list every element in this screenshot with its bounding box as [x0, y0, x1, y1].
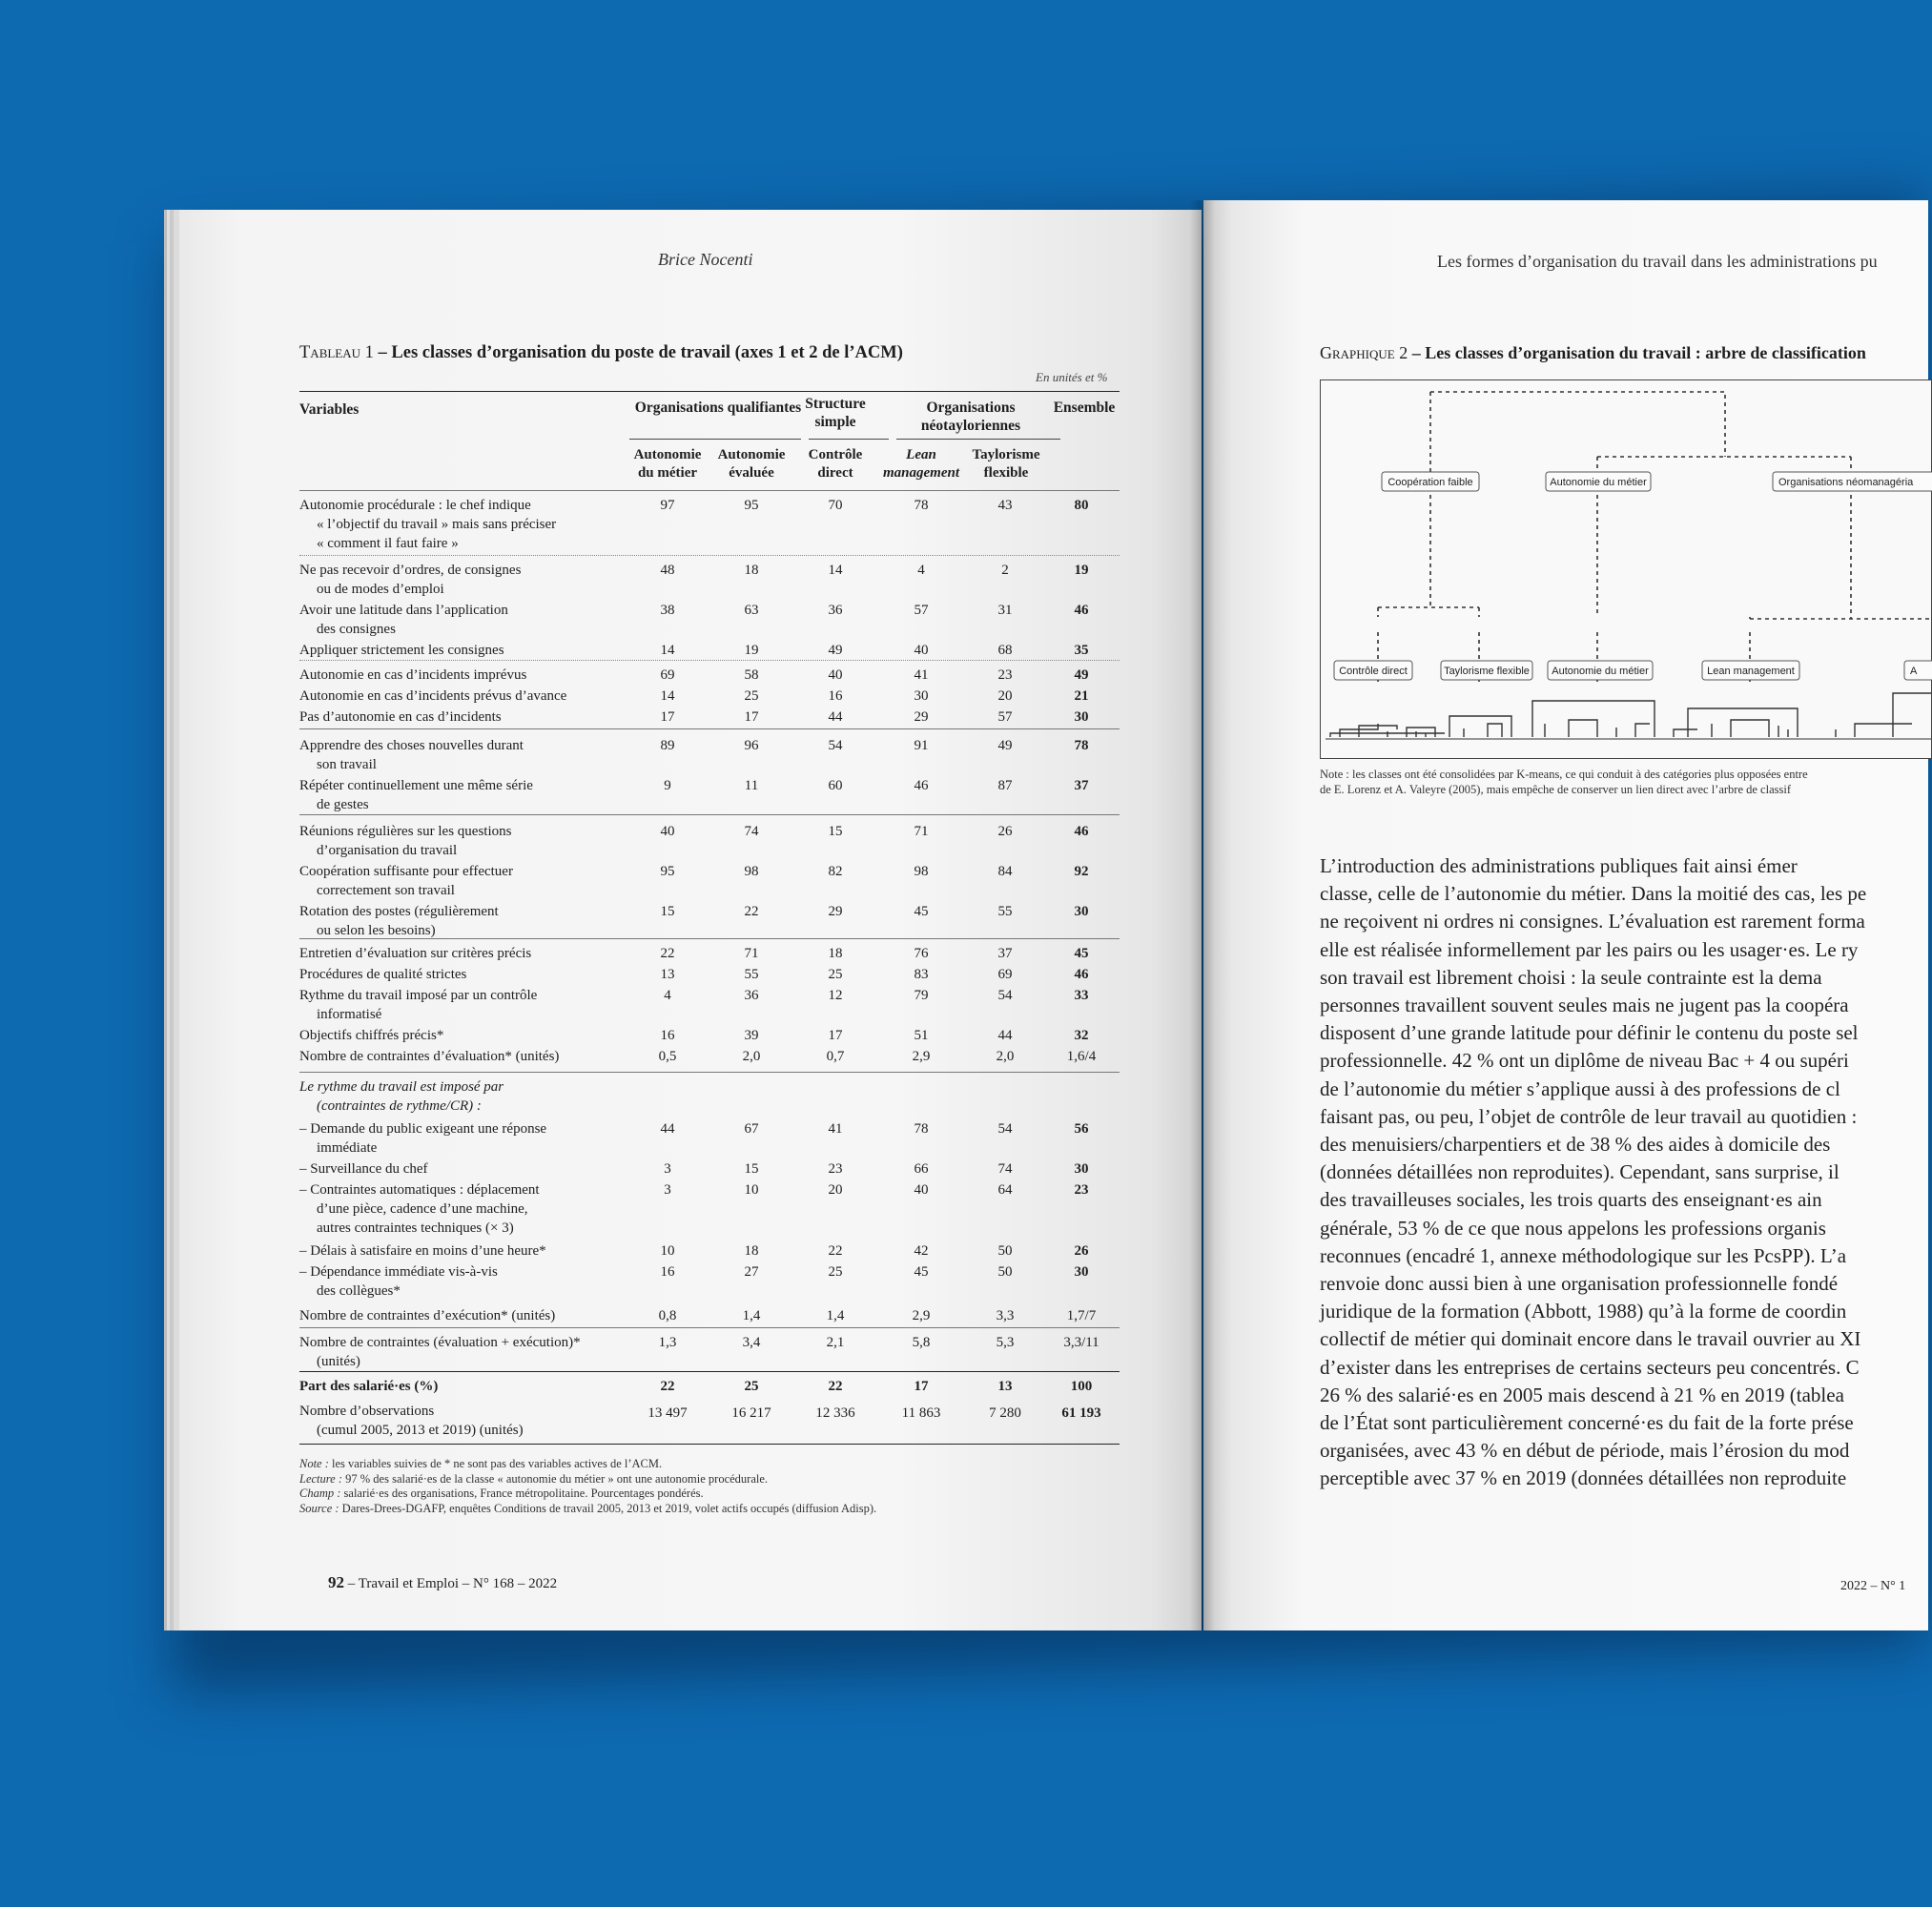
body-line: perceptible avec 37 % en 2019 (données détaillées non reproduite [1320, 1466, 1847, 1490]
table-cell: 100 [1070, 1379, 1093, 1394]
row-label: Le rythme du travail est imposé par (contraintes de rythme/CR) : [299, 1079, 504, 1114]
table-cell: 66 [914, 1161, 929, 1177]
note-line: Source : Dares-Drees-DGAFP, enquêtes Conditions de travail 2005, 2013 et 2019, volet actifs occupés (diffusion Adisp). [299, 1501, 877, 1515]
table-unit: En unités et % [1036, 370, 1108, 384]
table-cell: 17 [660, 709, 675, 725]
table-cell: 13 [997, 1379, 1013, 1394]
table-cell: 41 [914, 667, 929, 683]
table-cell: 29 [914, 709, 929, 725]
note-line: Lecture : 97 % des salarié·es de la classe « autonomie du métier » ont une autonomie procédurale. [299, 1471, 769, 1486]
table-cell: 2,9 [912, 1049, 931, 1064]
header-col-autonomie-evaluee: Autonomie évaluée [717, 447, 786, 481]
table-cell: 51 [914, 1028, 929, 1043]
body-line: des menuisiers/charpentiers et de 38 % des aides à domicile des [1320, 1133, 1831, 1157]
table-cell: 21 [1074, 688, 1089, 704]
body-line: L’introduction des administrations publiques fait ainsi émer [1320, 854, 1798, 877]
table-cell: 92 [1074, 864, 1089, 879]
table-cell: 29 [828, 904, 843, 919]
table-cell: 50 [997, 1264, 1013, 1280]
table-rule [299, 1327, 1120, 1328]
table-cell: 37 [1074, 778, 1089, 793]
table-cell: 41 [828, 1121, 843, 1137]
table-cell: 36 [828, 603, 843, 618]
table-cell: 35 [1074, 643, 1089, 658]
dendrogram-svg [1321, 380, 1931, 758]
graph-note: Note : les classes ont été consolidées par K-means, ce qui conduit à des catégories plus opposées entre de E. Lorenz et A. Valeyre (2005), mais empêche de conserver un lien direct avec l’arbre de classif [1320, 768, 1808, 796]
table-cell: 82 [828, 864, 843, 879]
table-rule [299, 814, 1120, 815]
header-col-taylorisme: Taylorisme flexible [972, 447, 1040, 481]
node-cooperation-faible: Coopération faible [1387, 477, 1473, 488]
body-line: ne reçoivent ni ordres ni consignes. L’évaluation est rarement forma [1320, 910, 1865, 933]
table-cell: 14 [660, 643, 675, 658]
body-line: 26 % des salarié·es en 2005 mais descend à 21 % en 2019 (tablea [1320, 1383, 1844, 1406]
table-cell: 70 [828, 498, 843, 513]
table-cell: 40 [914, 643, 929, 658]
running-head-right: Les formes d’organisation du travail dans les administrations pu [1437, 252, 1878, 271]
body-line: juridique de la formation (Abbott, 1988) qu’à la forme de coordin [1320, 1300, 1847, 1323]
row-label: – Délais à satisfaire en moins d’une heure* [299, 1243, 546, 1259]
note-line: Note : les variables suivies de * ne sont pas des variables actives de l’ACM. [299, 1457, 663, 1470]
body-line: de l’autonomie du métier s’applique aussi à des professions de cl [1320, 1077, 1840, 1100]
table-cell: 20 [828, 1182, 843, 1198]
table-cell: 37 [997, 946, 1013, 961]
table-cell: 22 [828, 1243, 843, 1259]
row-label: Coopération suffisante pour effectuer correctement son travail [299, 864, 513, 898]
table-cell: 0,8 [658, 1308, 677, 1323]
row-label: – Surveillance du chef [299, 1161, 428, 1177]
row-label: Avoir une latitude dans l’application des consignes [299, 603, 508, 637]
table-cell: 55 [744, 967, 759, 982]
table-cell: 40 [914, 1182, 929, 1198]
row-label: Rotation des postes (régulièrement ou selon les besoins) [299, 904, 499, 938]
table-cell: 83 [914, 967, 929, 982]
body-line: d’exister dans les entreprises de certains secteurs peu concentrés. C [1320, 1355, 1860, 1379]
note-line: Champ : salarié·es des organisations, France métropolitaine. Pourcentages pondérés. [299, 1487, 704, 1501]
table-cell: 14 [660, 688, 675, 704]
header-col-lean: Lean management [882, 447, 959, 481]
table-cell: 84 [997, 864, 1013, 879]
node-autonomie-metier-top: Autonomie du métier [1550, 477, 1647, 488]
table-cell: 50 [997, 1243, 1013, 1259]
table-cell: 32 [1074, 1028, 1089, 1043]
table-cell: 3,4 [742, 1335, 761, 1350]
table-cell: 23 [1074, 1182, 1089, 1198]
table-cell: 2,0 [996, 1049, 1015, 1064]
table-cell: 15 [744, 1161, 759, 1177]
table-cell: 78 [914, 498, 929, 513]
table-cell: 16 [660, 1264, 675, 1280]
table-cell: 54 [828, 738, 843, 753]
table-cell: 12 [828, 988, 843, 1003]
table-cell: 68 [997, 643, 1013, 658]
table-cell: 15 [660, 904, 675, 919]
body-line: elle est réalisée informellement par les pairs ou les usager·es. Le ry [1320, 937, 1859, 961]
body-line: générale, 53 % de ce que nous appelons les professions organis [1320, 1216, 1826, 1240]
table-cell: 42 [914, 1243, 929, 1259]
table-cell: 45 [1074, 946, 1089, 961]
table-cell: 4 [917, 563, 925, 578]
row-label: Réunions régulières sur les questions d’organisation du travail [299, 824, 512, 858]
row-label: Part des salarié·es (%) [299, 1379, 439, 1394]
table-cell: 78 [1074, 738, 1089, 753]
table-cell: 16 217 [731, 1405, 771, 1421]
row-label: Ne pas recevoir d’ordres, de consignes ou de modes d’emploi [299, 563, 522, 597]
table-cell: 0,5 [658, 1049, 677, 1064]
table-cell: 44 [828, 709, 843, 725]
table-cell: 2,1 [826, 1335, 845, 1350]
row-label: Autonomie en cas d’incidents prévus d’avance [299, 688, 567, 704]
row-label: Entretien d’évaluation sur critères précis [299, 946, 532, 961]
table-cell: 25 [828, 1264, 843, 1280]
table-cell: 1,4 [742, 1308, 761, 1323]
table-cell: 10 [744, 1182, 759, 1198]
table-cell: 69 [997, 967, 1013, 982]
table-cell: 23 [997, 667, 1013, 683]
table-cell: 11 863 [901, 1405, 941, 1421]
table-cell: 45 [914, 1264, 929, 1280]
body-line: professionnelle. 42 % ont un diplôme de niveau Bac + 4 ou supéri [1320, 1049, 1849, 1073]
header-group-qualifiantes: Organisations qualifiantes [634, 400, 802, 416]
table-cell: 49 [828, 643, 843, 658]
table-cell: 3 [664, 1161, 671, 1177]
table-cell: 4 [664, 988, 671, 1003]
table-cell: 30 [914, 688, 929, 704]
table-cell: 19 [1074, 563, 1089, 578]
header-col-controle-direct: Contrôle direct [808, 447, 863, 481]
table-rule [299, 555, 1120, 556]
table-rule [299, 1072, 1120, 1073]
table-cell: 11 [744, 778, 759, 793]
table-cell: 36 [744, 988, 759, 1003]
dendrogram [1320, 379, 1932, 759]
table-cell: 49 [1074, 667, 1089, 683]
body-line: personnes travaillent souvent seules mais ne jugent pas la coopéra [1320, 994, 1849, 1017]
table-cell: 2 [1001, 563, 1009, 578]
table-cell: 30 [1074, 904, 1089, 919]
table-cell: 0,7 [826, 1049, 845, 1064]
table-cell: 71 [914, 824, 929, 839]
node-taylorisme-flexible: Taylorisme flexible [1444, 666, 1530, 677]
table-cell: 80 [1074, 498, 1089, 513]
table-cell: 71 [744, 946, 759, 961]
table-cell: 15 [828, 824, 843, 839]
table-cell: 25 [744, 1379, 759, 1394]
table-cell: 3 [664, 1182, 671, 1198]
table-cell: 26 [1074, 1243, 1089, 1259]
table-cell: 33 [1074, 988, 1089, 1003]
row-label: Apprendre des choses nouvelles durant son travail [299, 738, 524, 772]
row-label: Autonomie en cas d’incidents imprévus [299, 667, 527, 683]
table-cell: 46 [1074, 824, 1089, 839]
table-rule [299, 1371, 1120, 1372]
body-line: de l’État sont particulièrement concerné·es du fait de la forte prése [1320, 1411, 1854, 1435]
table-cell: 43 [997, 498, 1013, 513]
table-cell: 45 [914, 904, 929, 919]
table-cell: 14 [828, 563, 843, 578]
table-cell: 12 336 [815, 1405, 855, 1421]
table-rule [299, 660, 1120, 661]
table-cell: 40 [828, 667, 843, 683]
body-line: disposent d’une grande latitude pour définir le contenu du poste sel [1320, 1021, 1859, 1045]
table-cell: 1,7/7 [1066, 1308, 1097, 1323]
table-cell: 87 [997, 778, 1013, 793]
row-label: Objectifs chiffrés précis* [299, 1028, 444, 1043]
table-cell: 7 280 [989, 1405, 1021, 1421]
table-cell: 40 [660, 824, 675, 839]
table-cell: 67 [744, 1121, 759, 1137]
table-cell: 22 [660, 946, 675, 961]
table-cell: 98 [744, 864, 759, 879]
body-line: (données détaillées non reproduites). Cependant, sans surprise, il [1320, 1160, 1840, 1184]
header-group-ensemble: Ensemble [1053, 400, 1116, 416]
table-cell: 60 [828, 778, 843, 793]
table-cell: 57 [997, 709, 1013, 725]
table-cell: 97 [660, 498, 675, 513]
table-cell: 48 [660, 563, 675, 578]
row-label: – Dépendance immédiate vis-à-vis des collègues* [299, 1264, 498, 1299]
table-cell: 55 [997, 904, 1013, 919]
table-title: Tableau 1 – Les classes d’organisation du poste de travail (axes 1 et 2 de l’ACM) [299, 343, 903, 362]
book-gutter [1190, 200, 1215, 1630]
table-cell: 9 [664, 778, 671, 793]
table-cell: 3,3/11 [1063, 1335, 1100, 1350]
body-text [1320, 852, 1866, 1493]
table-cell: 16 [660, 1028, 675, 1043]
table-cell: 23 [828, 1161, 843, 1177]
row-label: Pas d’autonomie en cas d’incidents [299, 709, 502, 725]
body-line: reconnues (encadré 1, annexe méthodologique sur les PcsPP). L’a [1320, 1243, 1847, 1267]
table-cell: 20 [997, 688, 1013, 704]
table-cell: 98 [914, 864, 929, 879]
table-cell: 79 [914, 988, 929, 1003]
table-cell: 18 [744, 1243, 759, 1259]
table-cell: 19 [744, 643, 759, 658]
table-cell: 61 193 [1061, 1405, 1101, 1421]
table-cell: 95 [744, 498, 759, 513]
row-label: Appliquer strictement les consignes [299, 643, 504, 658]
table-cell: 74 [744, 824, 759, 839]
body-line: organisées, avec 43 % en début de période, mais l’érosion du mod [1320, 1439, 1850, 1463]
body-line: renvoie donc aussi bien à une organisation professionnelle fondé [1320, 1272, 1839, 1296]
table-cell: 2,9 [912, 1308, 931, 1323]
table-cell: 1,6/4 [1066, 1049, 1097, 1064]
header-group-structure: Structure simple [805, 396, 866, 430]
table-cell: 54 [997, 988, 1013, 1003]
running-head-left: Brice Nocenti [658, 250, 753, 269]
row-label: Autonomie procédurale : le chef indique « l’objectif du travail » mais sans préciser « comment il faut faire » [299, 498, 557, 551]
table-rule [299, 728, 1120, 729]
header-variables: Variables [299, 401, 360, 418]
table-cell: 63 [744, 603, 759, 618]
body-line: son travail est librement choisi : la seule contrainte est la dema [1320, 965, 1822, 989]
node-organisations-neomanageriales: Organisations néomanagéria [1778, 477, 1914, 488]
table-cell: 25 [744, 688, 759, 704]
node-controle-direct: Contrôle direct [1339, 666, 1408, 677]
table-cell: 46 [914, 778, 929, 793]
row-label: Nombre de contraintes (évaluation + exécution)* (unités) [299, 1335, 581, 1369]
table-cell: 56 [1074, 1121, 1089, 1137]
table-cell: 57 [914, 603, 929, 618]
table-cell: 18 [828, 946, 843, 961]
table-cell: 17 [828, 1028, 843, 1043]
table-cell: 27 [744, 1264, 759, 1280]
table-cell: 74 [997, 1161, 1013, 1177]
table-cell: 22 [660, 1379, 675, 1394]
node-a: A [1910, 666, 1918, 677]
table-cell: 95 [660, 864, 675, 879]
table-cell: 38 [660, 603, 675, 618]
table-cell: 46 [1074, 967, 1089, 982]
table-cell: 10 [660, 1243, 675, 1259]
body-line: classe, celle de l’autonomie du métier. Dans la moitié des cas, les pe [1320, 882, 1867, 906]
table-cell: 17 [744, 709, 759, 725]
node-lean-management: Lean management [1707, 666, 1795, 677]
table-cell: 30 [1074, 709, 1089, 725]
body-line: collectif de métier qui dominait encore dans le travail ouvrier au XI [1320, 1327, 1861, 1351]
table-cell: 22 [744, 904, 759, 919]
body-line: des travailleuses sociales, les trois quarts des enseignant·es ain [1320, 1188, 1822, 1212]
table-cell: 91 [914, 738, 929, 753]
table-cell: 22 [828, 1379, 843, 1394]
row-label: Rythme du travail imposé par un contrôle informatisé [299, 988, 538, 1022]
table-cell: 46 [1074, 603, 1089, 618]
table-cell: 44 [660, 1121, 675, 1137]
node-autonomie-metier-bottom: Autonomie du métier [1552, 666, 1649, 677]
table-cell: 25 [828, 967, 843, 982]
graph-title: Graphique 2 – Les classes d’organisation du travail : arbre de classification [1320, 343, 1866, 362]
table-cell: 58 [744, 667, 759, 683]
table-cell: 18 [744, 563, 759, 578]
table-cell: 5,3 [996, 1335, 1015, 1350]
table-cell: 31 [997, 603, 1013, 618]
table-cell: 78 [914, 1121, 929, 1137]
table-cell: 39 [744, 1028, 759, 1043]
table-cell: 26 [997, 824, 1013, 839]
table-cell: 2,0 [742, 1049, 761, 1064]
table-cell: 49 [997, 738, 1013, 753]
table-cell: 96 [744, 738, 759, 753]
table-cell: 16 [828, 688, 843, 704]
table-cell: 30 [1074, 1161, 1089, 1177]
row-label: Nombre de contraintes d’évaluation* (unités) [299, 1049, 560, 1064]
table-cell: 5,8 [912, 1335, 931, 1350]
table-cell: 13 [660, 967, 675, 982]
table-cell: 54 [997, 1121, 1013, 1137]
row-label: Procédures de qualité strictes [299, 967, 467, 982]
table-notes [299, 1457, 876, 1516]
header-col-autonomie-metier: Autonomie du métier [633, 447, 702, 481]
table-cell: 30 [1074, 1264, 1089, 1280]
row-label: Nombre de contraintes d’exécution* (unités) [299, 1308, 556, 1323]
footer-left: 92 – Travail et Emploi – N° 168 – 2022 [328, 1573, 558, 1591]
table-cell: 1,3 [658, 1335, 677, 1350]
table-cell: 64 [997, 1182, 1013, 1198]
table-cell: 13 497 [647, 1405, 688, 1421]
table-cell: 1,4 [826, 1308, 845, 1323]
table-cell: 69 [660, 667, 675, 683]
table-cell: 17 [914, 1379, 929, 1394]
row-label: – Demande du public exigeant une réponse immédiate [299, 1121, 547, 1156]
row-label: Nombre d’observations (cumul 2005, 2013 et 2019) (unités) [299, 1404, 524, 1438]
table-cell: 89 [660, 738, 675, 753]
body-line: faisant pas, ou peu, l’objet de contrôle de leur travail au quotidien : [1320, 1104, 1858, 1128]
table-cell: 44 [997, 1028, 1013, 1043]
table-rule [299, 1444, 1120, 1445]
table-cell: 76 [914, 946, 929, 961]
table-cell: 3,3 [996, 1308, 1015, 1323]
row-label: Répéter continuellement une même série de gestes [299, 778, 533, 812]
row-label: – Contraintes automatiques : déplacement d’une pièce, cadence d’une machine, autres contraintes techniques (× 3) [299, 1182, 540, 1236]
footer-right: 2022 – N° 1 [1840, 1579, 1906, 1593]
header-group-neotayloriennes: Organisations néotayloriennes [920, 400, 1021, 434]
